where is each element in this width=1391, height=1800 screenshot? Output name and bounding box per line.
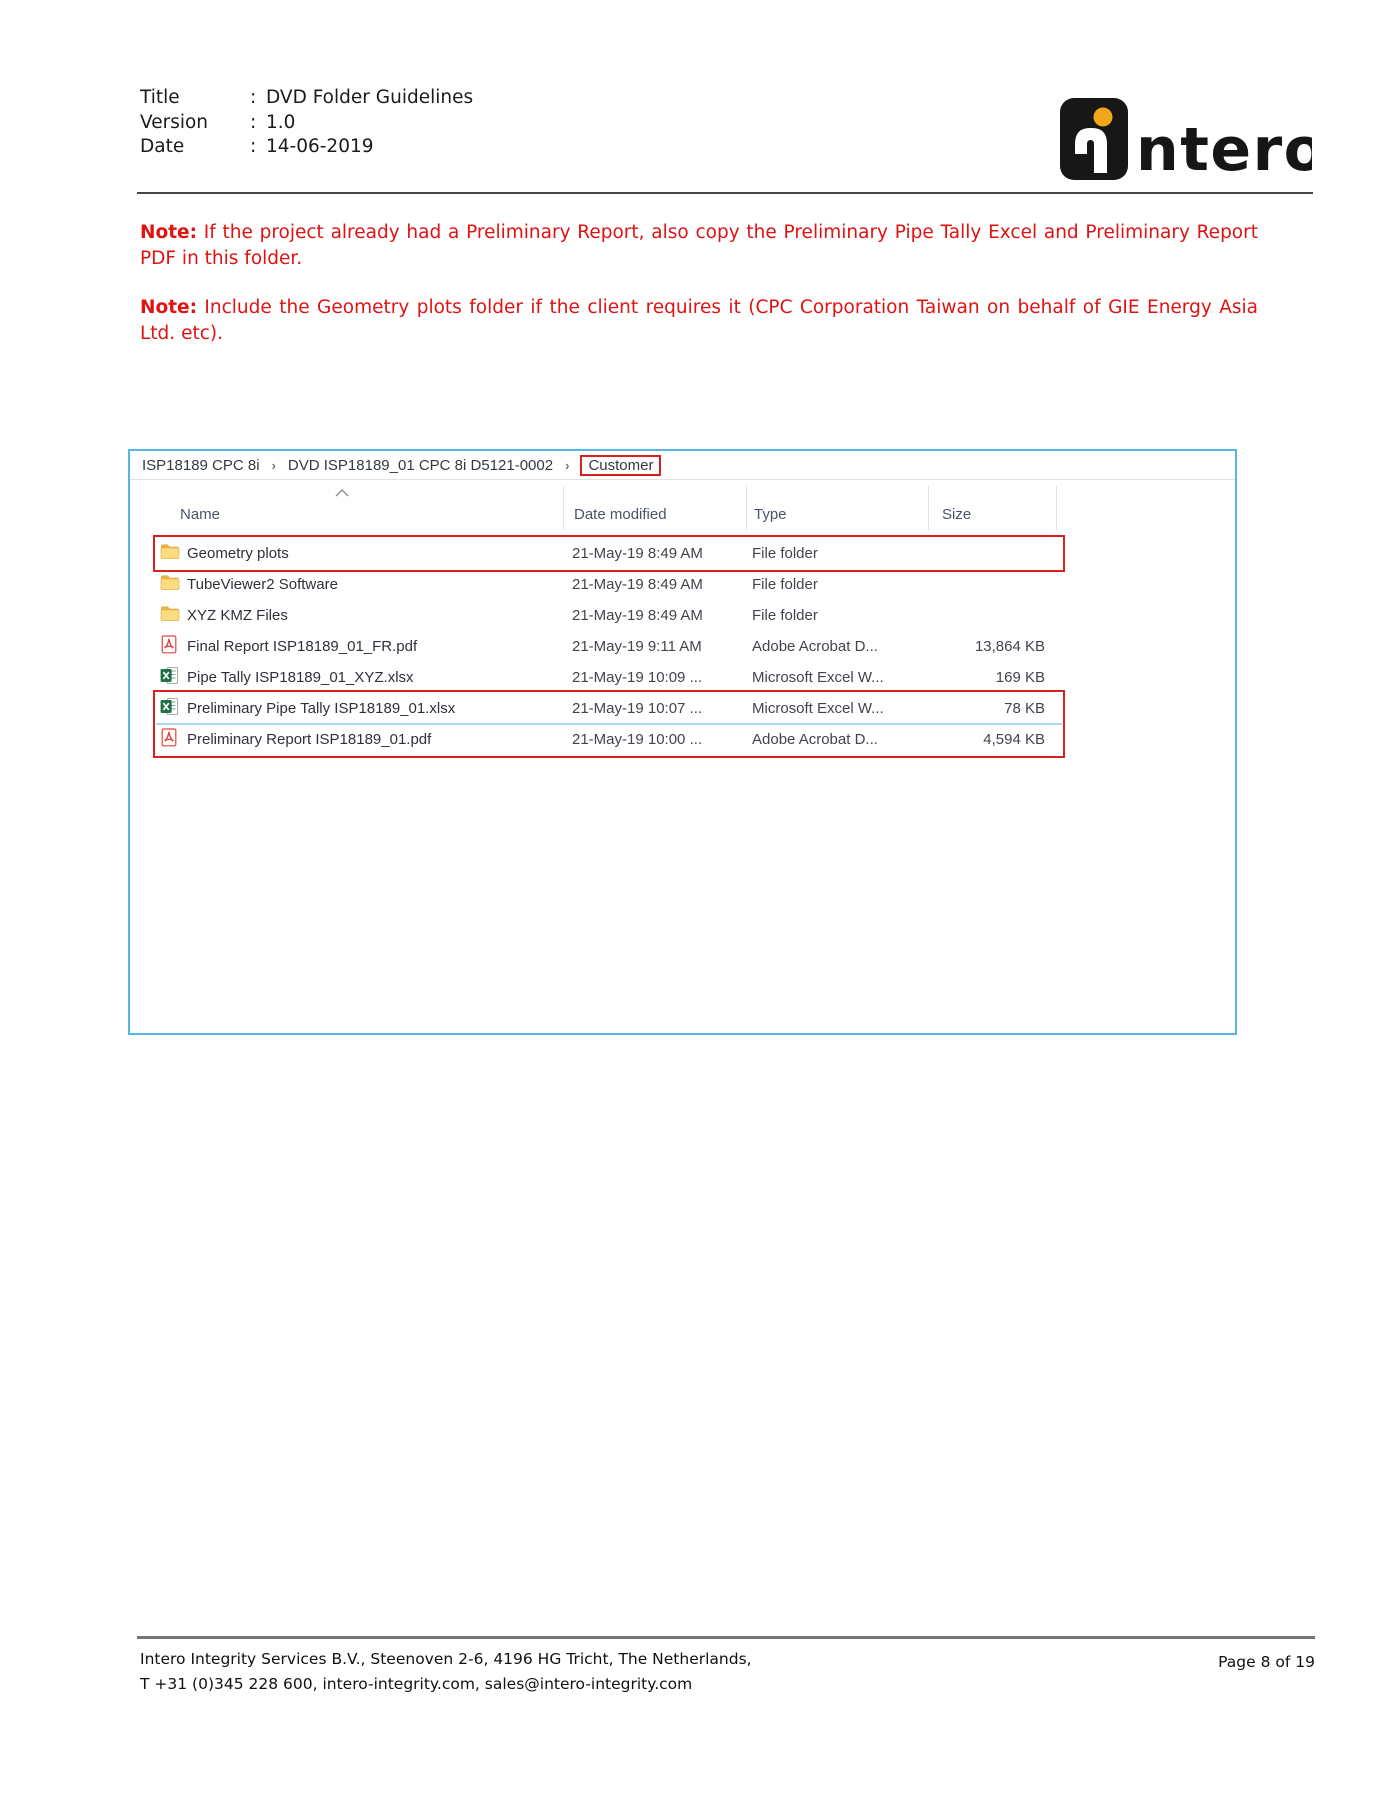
file-name: XYZ KMZ Files	[187, 607, 288, 624]
document-meta-block	[140, 86, 473, 160]
meta-row-date	[140, 135, 473, 160]
breadcrumb-item[interactable]: DVD ISP18189_01 CPC 8i D5121-0002	[287, 456, 554, 474]
file-row[interactable]	[130, 631, 1235, 662]
breadcrumb	[130, 451, 1235, 480]
file-date-modified: 21-May-19 9:11 AM	[572, 638, 702, 655]
file-row[interactable]	[130, 662, 1235, 693]
page-number: Page 8 of 19	[1218, 1653, 1315, 1671]
footer-line-2: T +31 (0)345 228 600, intero-integrity.com, sales@intero-integrity.com	[140, 1674, 693, 1693]
file-type: File folder	[752, 607, 818, 624]
file-date-modified: 21-May-19 8:49 AM	[572, 576, 703, 593]
file-date-modified: 21-May-19 8:49 AM	[572, 545, 703, 562]
footer-rule	[137, 1636, 1315, 1639]
file-name: Final Report ISP18189_01_FR.pdf	[187, 638, 418, 655]
sort-ascending-icon[interactable]	[335, 484, 349, 501]
file-type: Adobe Acrobat D...	[752, 638, 878, 655]
file-list	[130, 538, 1235, 755]
column-header-type[interactable]: Type	[754, 506, 787, 523]
note-body: Include the Geometry plots folder if the client requires it (CPC Corporation Taiwan on behalf of GIE Energy Asia Ltd. etc).	[140, 297, 1258, 344]
document-title: DVD Folder Guidelines	[266, 87, 474, 108]
note-prefix: Note:	[140, 222, 197, 243]
column-separator[interactable]	[746, 486, 747, 530]
note-2	[140, 295, 1258, 346]
pdf-icon	[160, 635, 180, 653]
file-date-modified: 21-May-19 10:00 ...	[572, 731, 703, 748]
file-type: File folder	[752, 576, 818, 593]
file-date-modified: 21-May-19 10:09 ...	[572, 669, 703, 686]
file-date-modified: 21-May-19 8:49 AM	[572, 607, 703, 624]
header-rule	[137, 192, 1313, 194]
breadcrumb-item-highlighted[interactable]: Customer	[580, 455, 661, 476]
note-prefix: Note:	[140, 297, 197, 318]
file-type: Microsoft Excel W...	[752, 669, 884, 686]
column-header-date-modified[interactable]: Date modified	[574, 506, 667, 523]
folder-icon	[160, 574, 180, 592]
meta-separator: :	[250, 87, 257, 108]
row-divider-line	[156, 723, 1062, 725]
file-row[interactable]	[130, 600, 1235, 631]
file-name: Geometry plots	[187, 545, 289, 562]
annotation-red-box	[153, 535, 1065, 572]
document-date: 14-06-2019	[266, 136, 374, 158]
folder-icon	[160, 605, 180, 623]
meta-separator: :	[250, 111, 257, 133]
file-name: Pipe Tally ISP18189_01_XYZ.xlsx	[187, 669, 414, 686]
file-size: 4,594 KB	[983, 731, 1045, 748]
file-size: 78 KB	[1004, 700, 1045, 717]
file-size: 13,864 KB	[974, 638, 1045, 655]
breadcrumb-chevron-icon: ›	[565, 457, 570, 473]
note-1	[140, 220, 1258, 271]
meta-label: Title	[140, 87, 180, 108]
column-separator[interactable]	[563, 486, 564, 530]
logo-wordmark: ntero	[1136, 115, 1312, 182]
file-size: 169 KB	[995, 669, 1045, 686]
column-header-name[interactable]: Name	[180, 506, 221, 523]
file-row[interactable]	[130, 569, 1235, 600]
excel-icon	[160, 666, 180, 684]
breadcrumb-item[interactable]: ISP18189 CPC 8i	[142, 456, 260, 474]
logo-dot	[1094, 108, 1113, 127]
meta-label: Date	[140, 136, 185, 158]
file-explorer-window	[128, 449, 1237, 1035]
meta-label: Version	[140, 111, 209, 133]
file-name: Preliminary Pipe Tally ISP18189_01.xlsx	[187, 700, 456, 717]
meta-row-title	[140, 86, 473, 111]
column-separator[interactable]	[928, 486, 929, 530]
note-body: If the project already had a Preliminary Report, also copy the Preliminary Pipe Tally Excel and Preliminary Report PDF in this folder.	[140, 222, 1258, 269]
meta-separator: :	[250, 136, 257, 158]
meta-row-version	[140, 111, 473, 136]
breadcrumb-chevron-icon: ›	[271, 457, 276, 473]
file-list-header	[130, 480, 1235, 538]
file-type: File folder	[752, 545, 818, 562]
footer-address	[140, 1647, 752, 1696]
file-type: Adobe Acrobat D...	[752, 731, 878, 748]
file-name: Preliminary Report ISP18189_01.pdf	[187, 731, 432, 748]
file-name: TubeViewer2 Software	[187, 576, 338, 593]
column-separator[interactable]	[1056, 486, 1057, 530]
intero-logo	[1060, 96, 1312, 186]
footer-line-1: Intero Integrity Services B.V., Steenoven 2-6, 4196 HG Tricht, The Netherlands,	[140, 1650, 752, 1668]
file-date-modified: 21-May-19 10:07 ...	[572, 700, 703, 717]
document-version: 1.0	[266, 111, 296, 133]
column-header-size[interactable]: Size	[942, 506, 972, 523]
file-type: Microsoft Excel W...	[752, 700, 884, 717]
